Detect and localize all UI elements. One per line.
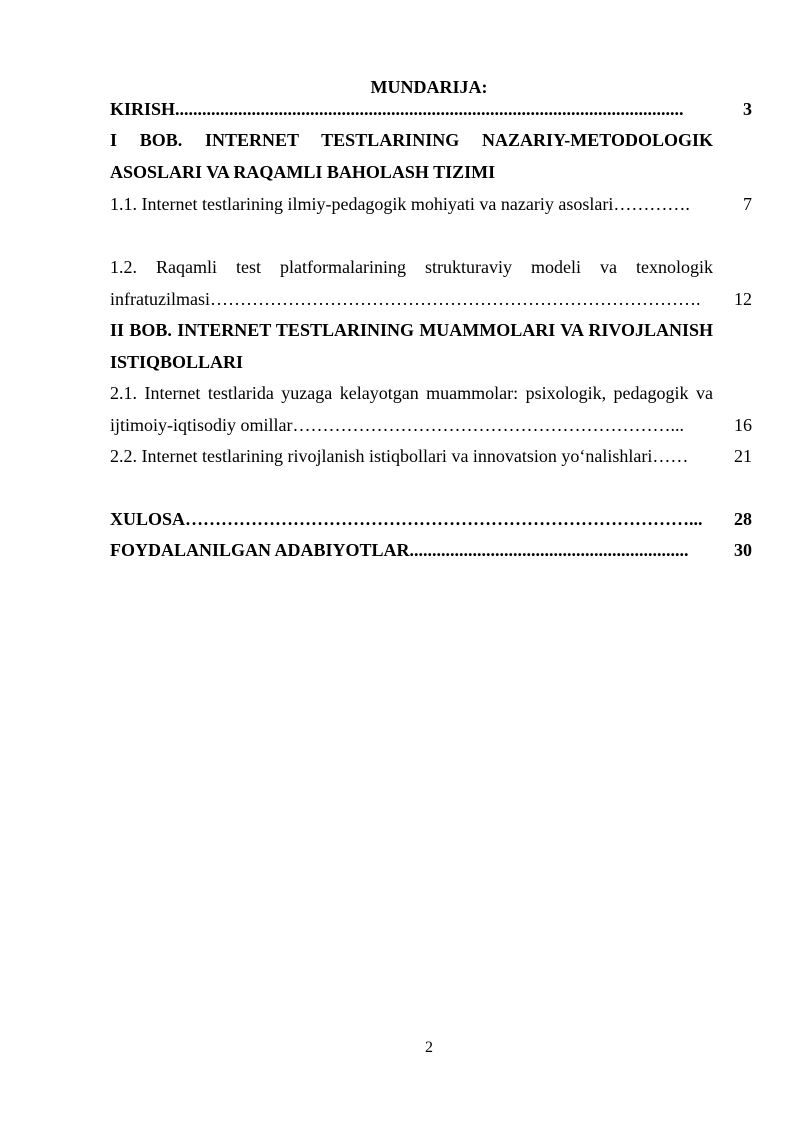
toc-entry-section-2-1 bbox=[110, 378, 752, 441]
toc-entry-chapter-2 bbox=[110, 315, 752, 378]
toc-entry-label: II BOB. INTERNET TESTLARINING MUAMMOLARI VA RIVOJLANISH ISTIQBOLLARI bbox=[110, 320, 713, 372]
toc-entry-label: 1.1. Internet testlarining ilmiy-pedagogik mohiyati va nazariy asoslari…………. bbox=[110, 194, 690, 214]
toc-entry-label: I BOB. INTERNET TESTLARINING NAZARIY-METODOLOGIK ASOSLARI VA RAQAMLI BAHOLASH TIZIMI bbox=[110, 130, 713, 182]
toc-entry-label: FOYDALANILGAN ADABIYOTLAR.............................................................. bbox=[110, 540, 689, 560]
toc-entry-label: 2.2. Internet testlarining rivojlanish istiqbollari va innovatsion yo‘nalishlari…… bbox=[110, 446, 689, 466]
toc-entry-page: 3 bbox=[743, 99, 752, 119]
toc-entry-page: 7 bbox=[743, 194, 752, 214]
page-title: MUNDARIJA: bbox=[370, 77, 488, 97]
toc-entry-page: 21 bbox=[734, 446, 752, 466]
toc-entry-label: KIRISH................................................................................................................. bbox=[110, 99, 684, 119]
toc-entry-page: 28 bbox=[734, 509, 752, 529]
toc-entry-section-1-1 bbox=[110, 189, 752, 221]
toc-entry-section-2-2 bbox=[110, 441, 752, 473]
toc-entry-references bbox=[110, 535, 752, 567]
toc-entry-chapter-1 bbox=[110, 125, 752, 188]
toc-entry-label: 2.1. Internet testlarida yuzaga kelayotgan muammolar: psixologik, pedagogik va ijtimoiy-iqtisodiy omillar………………………………………………………... bbox=[110, 383, 713, 435]
toc-entry-section-1-2 bbox=[110, 252, 752, 315]
page-number: 2 bbox=[425, 1039, 433, 1056]
toc-entry-page: 12 bbox=[734, 288, 752, 309]
toc-entry-xulosa bbox=[110, 504, 752, 536]
toc-entry-label: XULOSA…………………………………………………………………………... bbox=[110, 509, 703, 529]
toc-entry-page: 16 bbox=[734, 414, 752, 435]
toc-entry-label: 1.2. Raqamli test platformalarining strukturaviy modeli va texnologik infratuzilmasi………………………………………………………………………. bbox=[110, 257, 713, 309]
toc-entry-kirish bbox=[110, 94, 752, 126]
toc-entry-page: 30 bbox=[734, 540, 752, 560]
